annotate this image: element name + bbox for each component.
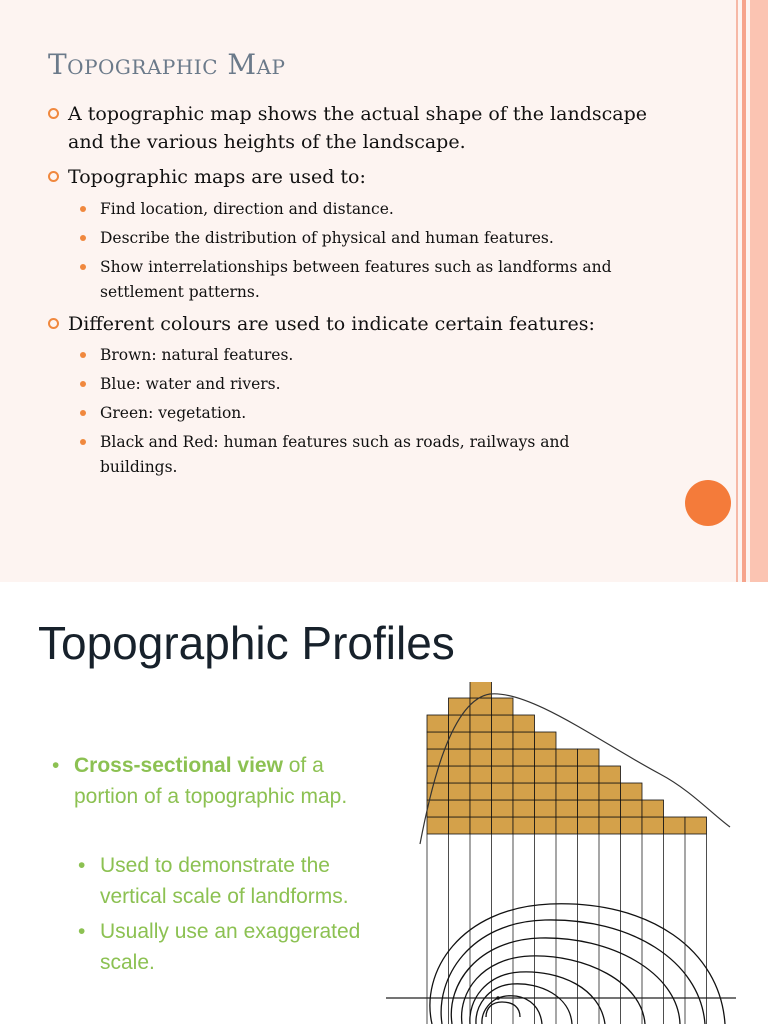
profile-block bbox=[513, 749, 535, 766]
profile-block bbox=[599, 783, 621, 800]
profile-block bbox=[470, 682, 492, 698]
profile-block bbox=[599, 817, 621, 834]
profile-block bbox=[556, 766, 578, 783]
profile-block bbox=[470, 749, 492, 766]
profile-block bbox=[449, 749, 471, 766]
sub-bullet-text: Show interrelationships between features such as landforms and settlement patterns. bbox=[100, 258, 612, 301]
bullet-ring-icon bbox=[48, 318, 59, 329]
profile-block bbox=[427, 749, 449, 766]
profile-block bbox=[535, 783, 557, 800]
profile-block bbox=[642, 800, 664, 817]
profile-block bbox=[449, 817, 471, 834]
profile-block bbox=[470, 715, 492, 732]
bullet-item bbox=[48, 310, 668, 338]
profile-blocks bbox=[427, 682, 707, 834]
bullet-rest-text: of a portion of a topographic map. bbox=[74, 754, 348, 808]
bullet-ring-icon bbox=[48, 108, 59, 119]
slide-title: Topographic Profiles bbox=[38, 617, 455, 669]
bullet-item bbox=[48, 163, 668, 191]
bullet-text: Topographic maps are used to: bbox=[68, 166, 366, 188]
profile-block bbox=[492, 715, 514, 732]
bullet-text: Different colours are used to indicate certain features: bbox=[68, 313, 595, 335]
profile-block bbox=[449, 715, 471, 732]
profile-block bbox=[556, 817, 578, 834]
profile-block bbox=[492, 800, 514, 817]
sub-bullet-item bbox=[80, 372, 640, 397]
profile-block bbox=[492, 817, 514, 834]
bullet-dot-icon bbox=[80, 439, 86, 445]
bullet-item bbox=[52, 750, 382, 812]
sub-bullet-text: Used to demonstrate the vertical scale of landforms. bbox=[100, 854, 349, 908]
profile-block bbox=[492, 783, 514, 800]
bullet-text: A topographic map shows the actual shape of the landscape and the various heights of the landscape. bbox=[68, 103, 647, 153]
profile-block bbox=[685, 817, 707, 834]
bullet-dot-icon: • bbox=[78, 854, 86, 877]
profile-block bbox=[427, 715, 449, 732]
profile-block bbox=[492, 766, 514, 783]
bullet-ring-icon bbox=[48, 171, 59, 182]
sub-bullet-text: Find location, direction and distance. bbox=[100, 200, 394, 218]
sub-bullet-item bbox=[80, 401, 640, 426]
profile-block bbox=[513, 766, 535, 783]
bullet-dot-icon bbox=[80, 235, 86, 241]
profile-block bbox=[578, 766, 600, 783]
topographic-profile-diagram bbox=[380, 682, 740, 1024]
profile-block bbox=[449, 783, 471, 800]
profile-block bbox=[578, 783, 600, 800]
bullet-bold-text: Cross-sectional view bbox=[74, 754, 283, 777]
bullet-dot-icon: • bbox=[52, 754, 60, 777]
profile-block bbox=[556, 800, 578, 817]
sub-bullet-item bbox=[80, 343, 640, 368]
sub-bullet-item bbox=[80, 197, 640, 222]
sub-bullet-item bbox=[78, 850, 388, 912]
profile-block bbox=[535, 732, 557, 749]
slide-topographic-profiles bbox=[0, 582, 768, 1024]
profile-block bbox=[470, 732, 492, 749]
bullet-dot-icon bbox=[80, 264, 86, 270]
sub-bullet-text: Describe the distribution of physical and human features. bbox=[100, 229, 554, 247]
profile-block bbox=[535, 749, 557, 766]
profile-block bbox=[513, 783, 535, 800]
sub-bullet-text: Blue: water and rivers. bbox=[100, 375, 281, 393]
profile-block bbox=[535, 800, 557, 817]
decorative-side-stripes bbox=[736, 0, 768, 582]
bullet-dot-icon bbox=[80, 206, 86, 212]
profile-block bbox=[535, 817, 557, 834]
profile-block bbox=[427, 817, 449, 834]
profile-block bbox=[535, 766, 557, 783]
profile-block bbox=[599, 766, 621, 783]
profile-block bbox=[556, 749, 578, 766]
profile-block bbox=[470, 817, 492, 834]
sub-bullet-text: Black and Red: human features such as roads, railways and buildings. bbox=[100, 433, 570, 476]
bullet-text bbox=[74, 750, 382, 812]
sub-bullet-text: Brown: natural features. bbox=[100, 346, 294, 364]
summit-point bbox=[496, 996, 500, 1000]
profile-block bbox=[599, 800, 621, 817]
profile-block bbox=[642, 817, 664, 834]
profile-block bbox=[513, 715, 535, 732]
profile-block bbox=[449, 766, 471, 783]
profile-block bbox=[578, 800, 600, 817]
profile-block bbox=[470, 783, 492, 800]
profile-block bbox=[513, 732, 535, 749]
profile-block bbox=[470, 698, 492, 715]
profile-block bbox=[621, 817, 643, 834]
bullet-dot-icon bbox=[80, 410, 86, 416]
bullet-dot-icon bbox=[80, 381, 86, 387]
sub-bullet-text: Usually use an exaggerated scale. bbox=[100, 920, 361, 974]
profile-block bbox=[492, 698, 514, 715]
profile-block bbox=[513, 817, 535, 834]
profile-block bbox=[427, 800, 449, 817]
sub-bullet-item bbox=[80, 226, 640, 251]
decorative-orange-dot bbox=[685, 480, 731, 526]
profile-block bbox=[470, 766, 492, 783]
sub-bullet-item bbox=[80, 255, 640, 305]
sub-bullet-item bbox=[78, 916, 388, 978]
profile-block bbox=[578, 749, 600, 766]
profile-block bbox=[513, 800, 535, 817]
bullet-dot-icon: • bbox=[78, 920, 86, 943]
sub-bullet-item bbox=[80, 430, 640, 480]
profile-block bbox=[578, 817, 600, 834]
profile-block bbox=[621, 800, 643, 817]
bullet-dot-icon bbox=[80, 352, 86, 358]
profile-block bbox=[621, 783, 643, 800]
profile-block bbox=[449, 698, 471, 715]
profile-block bbox=[449, 800, 471, 817]
profile-block bbox=[470, 800, 492, 817]
profile-block bbox=[556, 783, 578, 800]
profile-block bbox=[449, 732, 471, 749]
bullet-item bbox=[48, 100, 668, 156]
slide-title: Topographic Map bbox=[48, 48, 286, 81]
profile-block bbox=[492, 732, 514, 749]
profile-block bbox=[492, 749, 514, 766]
sub-bullet-text: Green: vegetation. bbox=[100, 404, 247, 422]
profile-block bbox=[664, 817, 686, 834]
